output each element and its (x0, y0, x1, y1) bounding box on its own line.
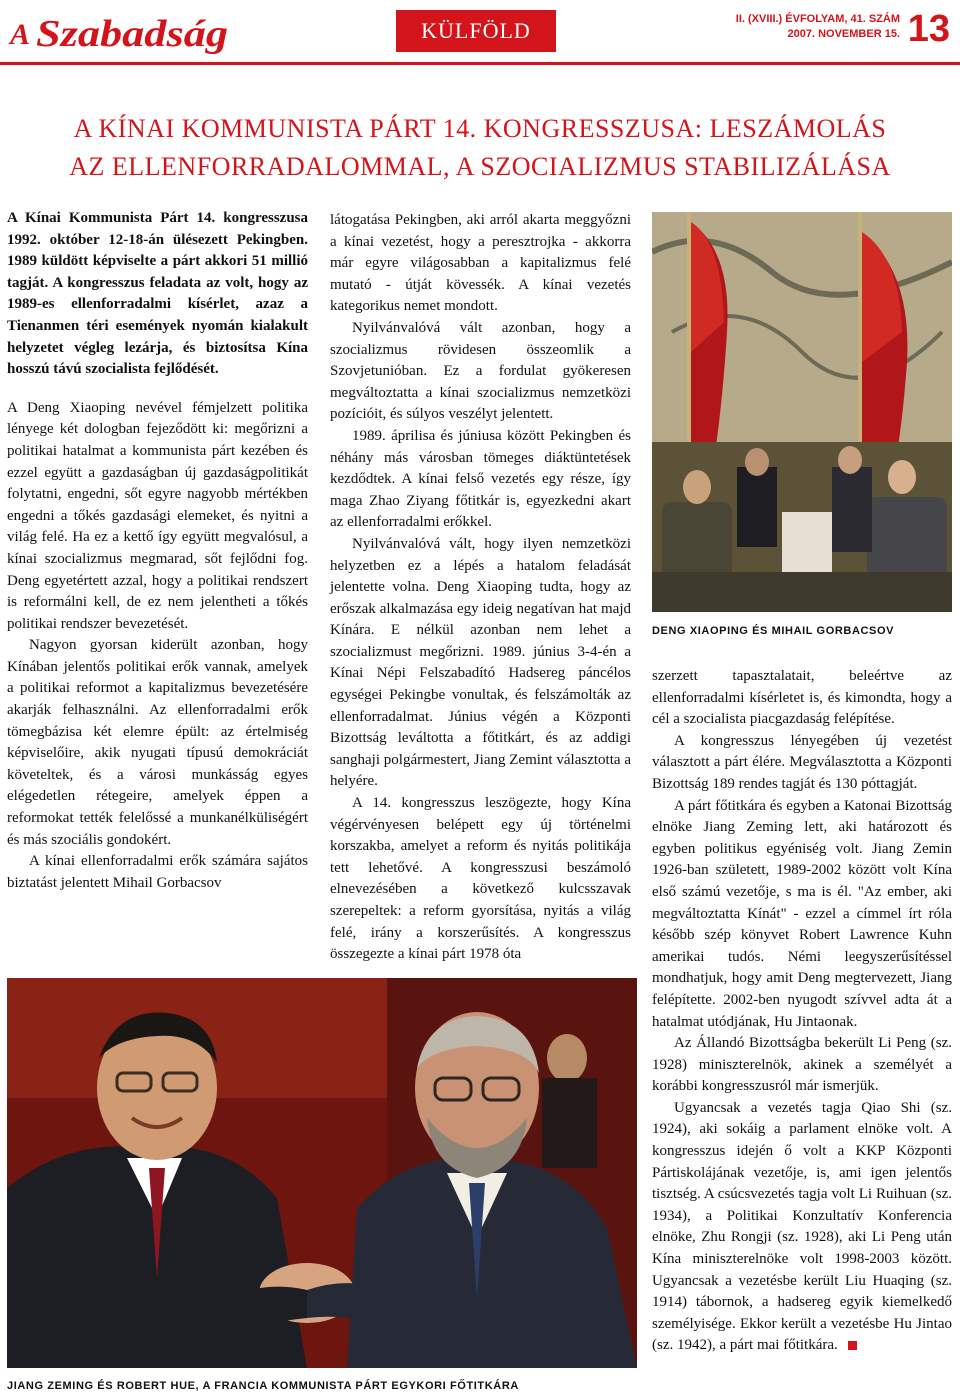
issue-volume: II. (XVIII.) ÉVFOLYAM, 41. SZÁM (735, 13, 900, 25)
article-paragraph: Nyilvánvalóvá vált azonban, hogy a szocializmus rövidesen összeomlik a Szovjetunióban. Ez a fordulat gyökeresen megváltoztatta a kínai szocializmus nemzetközi pozícióit, és súlyos veszélyt jelentett. (330, 319, 631, 423)
article-paragraph: A Deng Xiaoping nevével fémjelzett politika lényege két dologban fejeződött ki: megőrizni a politikai hatalmat a kommunista párt kezében és ezzel együtt a gazdaságban új gazdaságpolitikát folytatni, engedni, sőt egyre nagyobb mértékben engedni a tőkés gazdasági elemeket, és nyitni a világ felé. Ha ez a kettő így együtt megvalósul, a kínai szocializmus megmarad, sőt fejlődni fog. Deng egyetértett azzal, hogy a politikai rendszert is reformálni kell, de ez nem jelentheti a tőkés politikai rendszer bevezetését. (7, 399, 308, 632)
article-column-1 (7, 208, 308, 894)
caption-top-photo: DENG XIAOPING ÉS MIHAIL GORBACSOV (652, 625, 895, 637)
photo-jiang-hue (7, 978, 637, 1368)
article-paragraph: látogatása Pekingben, aki arról akarta meggyőzni a kínai vezetést, hogy a peresztrojka - akkorra már egyre világosabban a kapitalizmus felé mutató - útját kövessék. A kínai vezetés kategorikus nemet mondott. (330, 212, 631, 315)
article-end-mark (848, 1341, 857, 1350)
article-paragraph-text: Ugyancsak a vezetés tagja Qiao Shi (sz. 1924), aki sokáig a parlament elnöke volt. A kongresszus idején ő volt a KKP Központi Pártiskolájának vezetője, is, ami igen jelentős tisztség. A csúcsvezetés tagja volt Li Ruihuan (sz. 1934), a Politikai Konzultatív Konferencia elnöke, Zhu Rongji (sz. 1928), aki Li Peng után Kína miniszterelnöke volt 1998-2003 között. Ugyancsak a vezetésbe került Liu Huaqing (sz. 1914) tábornok, a hadsereg egyik kiemelkedő személyisége. Ekkor került a vezetésbe Hu Jintao (sz. 1942), a párt mai főtitkára. (652, 1099, 952, 1354)
article-paragraph: A párt főtitkára és egyben a Katonai Bizottság elnöke Jiang Zeming lett, aki határozott és egyben politikus egyéniség volt. Jiang Zemin 1926-ban született, 1989-2002 között volt Kína első számú vezetője, s ma is él. "Az ember, aki megváltoztatta Kínát" - ezzel a címmel írt róla később szép könyvet Robert Lawrence Kuhn amerikai tudós. Némi leegyszerűsítéssel mondhatjuk, hogy amit Deng megtervezett, Jiang felépítette. 2002-ben nyugodt szívvel adta át a hatalmat utódjának, Hu Jintaonak. (652, 797, 952, 1030)
article-paragraph (652, 1098, 952, 1357)
article-column-3 (652, 666, 952, 1357)
logo-prefix: A (10, 18, 31, 51)
article-paragraph: szerzett tapasztalatait, beleértve az ellenforradalmi kísérletet is, és kimondta, hogy a cél a szocialista piacgazdaság felépítése. (652, 668, 952, 728)
article-lead: A Kínai Kommunista Párt 14. kongresszusa 1992. október 12-18-án ülésezett Pekingben. 1989 küldött képviselte a párt akkori 51 millió tagját. A kongresszus feladata az volt, hogy az 1989-es ellenforradalmi kísérlet, azaz a Tienanmen téri események nyomán kialakult helyzetet végleg lezárja, és biztosítsa Kína hosszú távú szocialista fejlődését. (7, 210, 308, 378)
masthead (0, 0, 960, 62)
headline-line-1: A KÍNAI KOMMUNISTA PÁRT 14. KONGRESSZUSA: LESZÁMOLÁS (73, 114, 887, 143)
caption-bottom-photo: JIANG ZEMING ÉS ROBERT HUE, A FRANCIA KOMMUNISTA PÁRT EGYKORI FŐTITKÁRA (7, 1380, 519, 1392)
section-label: KÜLFÖLD (396, 10, 556, 52)
article-paragraph: A 14. kongresszus leszögezte, hogy Kína végérvényesen belépett egy új történelmi korszakba, amelyet a reform és nyitás politikája tett lehetővé. A kongresszusi beszámoló elnevezésében a következő kulcsszavak szerepeltek: a reform gyorsítása, nyitás a világ felé, irány a korszerűsítés. A kongresszus összegezte a kínai párt 1978 óta (330, 795, 631, 963)
photo-deng-gorbachev (652, 212, 952, 612)
article-paragraph: Nagyon gyorsan kiderült azonban, hogy Kínában jelentős politikai erők vannak, amelyek a politikai reformot a kapitalizmus bevezetésére akarják felhasználni. Az ellenforradalmi erők tömegbázisa két elemre épült: az értelmiség képviselőire, akik nyugati típusú demokráciát követeltek, és a városi munkásság egyes elégedetlen rétegeire, amelyek éppen a reformokat tették felelőssé a munkanélküliségért és más szociális gondokért. (7, 637, 308, 848)
article-paragraph: A kínai ellenforradalmi erők számára sajátos biztatást jelentett Mihail Gorbacsov (7, 853, 308, 891)
masthead-rule (0, 62, 960, 65)
issue-date: 2007. NOVEMBER 15. (787, 28, 900, 40)
headline (10, 110, 950, 186)
photo-image (652, 212, 952, 612)
article-paragraph: A kongresszus lényegében új vezetést választott a párt élére. Megválasztotta a Központi Bizottság 189 rendes tagját és 130 póttagját. (652, 732, 952, 792)
logo-name: Szabadság (36, 13, 228, 54)
article-paragraph: Az Állandó Bizottságba bekerült Li Peng (sz. 1928) miniszterelnök, akinek a személyét a korábbi kongresszusról már ismerjük. (652, 1035, 952, 1095)
article-paragraph: 1989. áprilisa és júniusa között Pekingben és néhány más városban tömeges diáktüntetések kezdődtek. A kínai felső vezetés egy része, így maga Zhao Ziyang főtitkár is, egyezkedni akart az ellenforradalmi erőkkel. (330, 427, 631, 531)
headline-line-2: AZ ELLENFORRADALOMMAL, A SZOCIALIZMUS STABILIZÁLÁSA (69, 152, 891, 181)
photo-image (7, 978, 637, 1368)
article-column-2 (330, 210, 631, 966)
article-paragraph: Nyilvánvalóvá vált, hogy ilyen nemzetközi helyzetben ez a lépés a hatalom feladását jelentette volna. Deng Xiaoping tudta, hogy az erőszak alkalmazása egy ideig negatívan hat majd Kínára. E nélkül azonban nem lehet a szocializmust megőrizni. 1989. június 3-4-én a Kínai Népi Felszabadító Hadsereg páncélos egységei Pekingbe vonultak, és felszámolták az ellenforradalmat. Június végén a Központi Bizottság leváltotta a főtitkárt, és az addigi sanghaji polgármestert, Jiang Zemint választotta a helyére. (330, 535, 631, 790)
newspaper-logo (8, 6, 233, 54)
page-number: 13 (907, 8, 950, 50)
issue-info (736, 12, 900, 42)
